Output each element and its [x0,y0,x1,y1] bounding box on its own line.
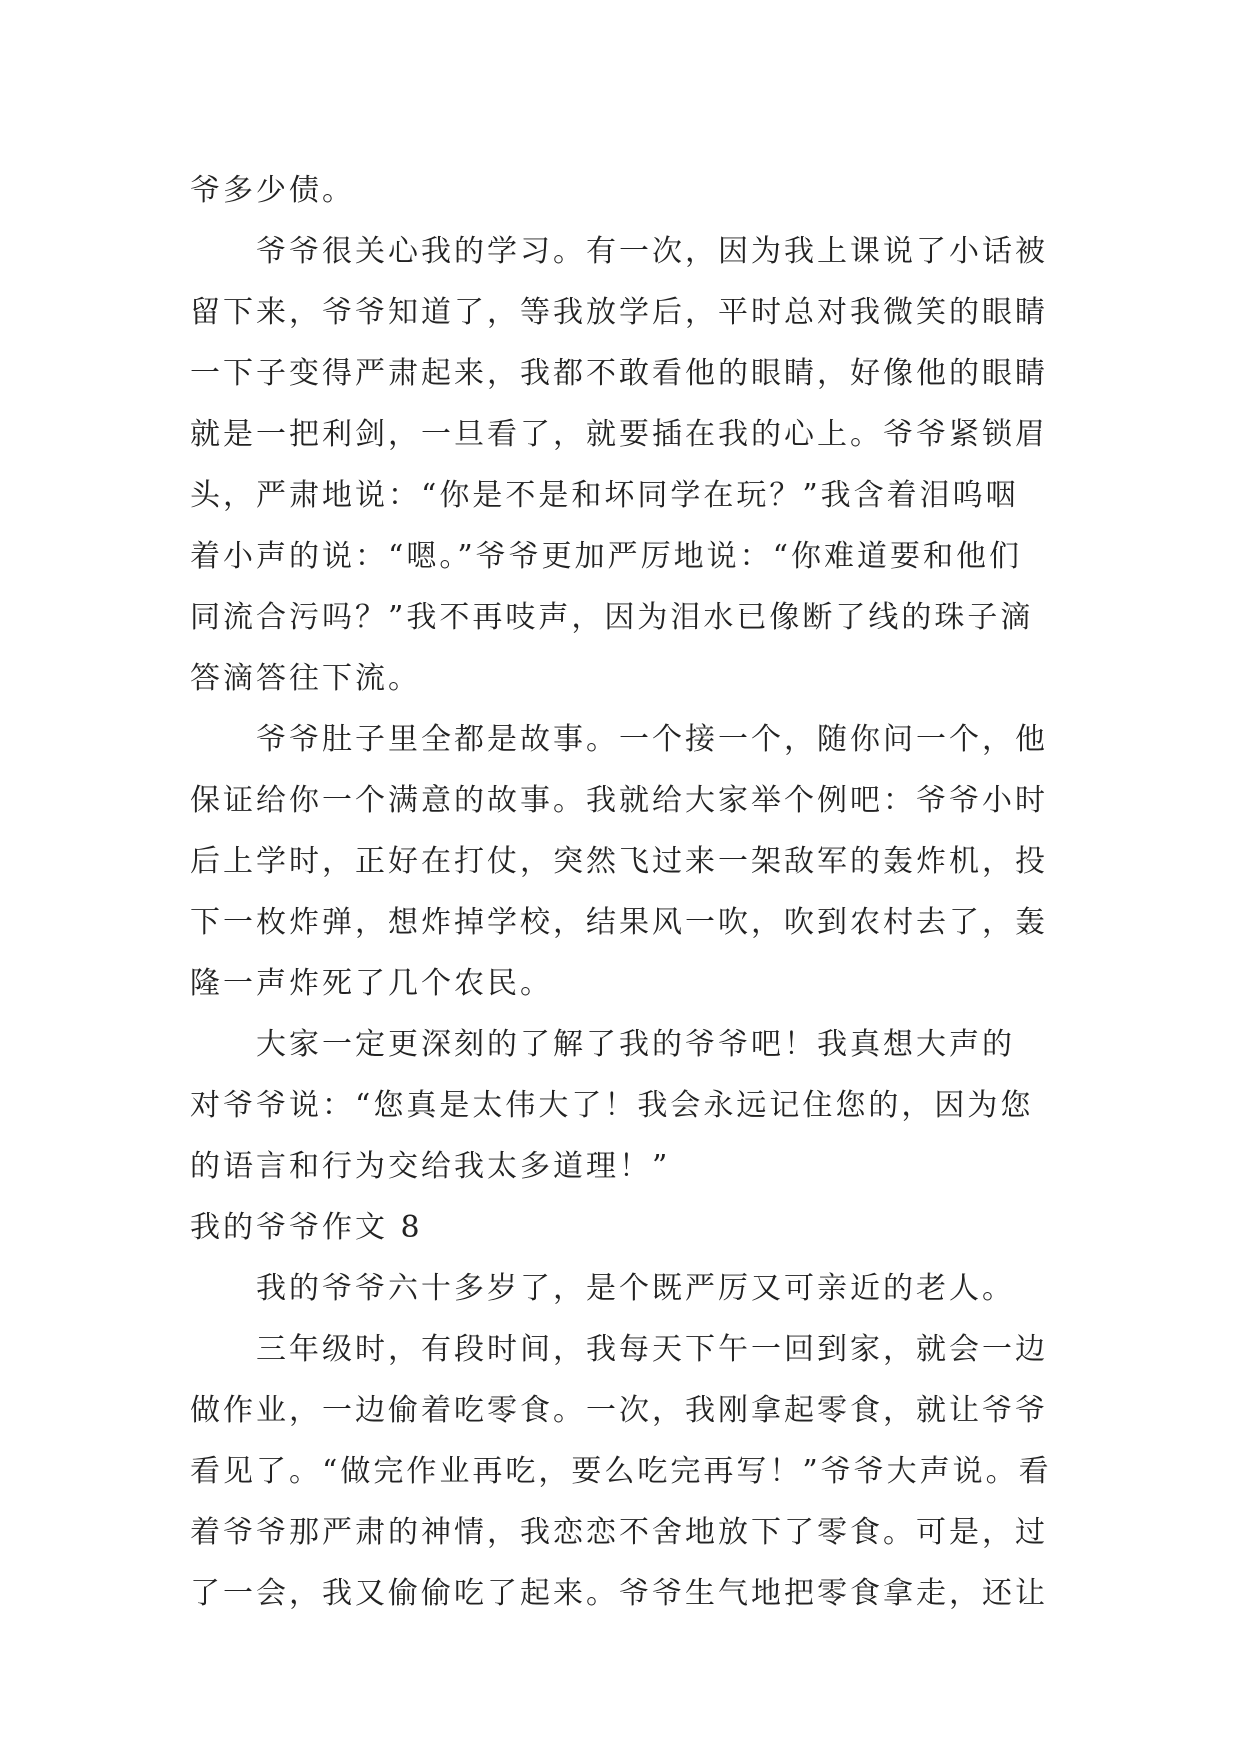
text-line: 留下来，爷爷知道了，等我放学后，平时总对我微笑的眼睛 [190,295,1048,330]
text-line: 了一会，我又偷偷吃了起来。爷爷生气地把零食拿走，还让 [190,1576,1048,1611]
paragraph-start-line: 我的爷爷六十多岁了，是个既严厉又可亲近的老人。 [256,1271,1015,1306]
text-line: 头，严肃地说：“你是不是和坏同学在玩？”我含着泪呜咽 [190,478,1019,513]
text-line: 保证给你一个满意的故事。我就给大家举个例吧：爷爷小时 [190,783,1048,818]
text-line: 一下子变得严肃起来，我都不敢看他的眼睛，好像他的眼睛 [190,356,1048,391]
text-line: 就是一把利剑，一旦看了，就要插在我的心上。爷爷紧锁眉 [190,417,1048,452]
text-line: 爷多少债。 [190,173,355,208]
text-line: 后上学时，正好在打仗，突然飞过来一架敌军的轰炸机，投 [190,844,1048,879]
paragraph-start-line: 爷爷肚子里全都是故事。一个接一个，随你问一个，他 [256,722,1048,757]
text-line: 隆一声炸死了几个农民。 [190,966,553,1001]
text-line: 下一枚炸弹，想炸掉学校，结果风一吹，吹到农村去了，轰 [190,905,1048,940]
paragraph-start-line: 三年级时，有段时间，我每天下午一回到家，就会一边 [256,1332,1048,1367]
text-line: 对爷爷说：“您真是太伟大了！我会永远记住您的，因为您 [190,1088,1034,1123]
text-line: 做作业，一边偷着吃零食。一次，我刚拿起零食，就让爷爷 [190,1393,1048,1428]
text-line: 看见了。“做完作业再吃，要么吃完再写！”爷爷大声说。看 [190,1454,1052,1489]
text-line: 着爷爷那严肃的神情，我恋恋不舍地放下了零食。可是，过 [190,1515,1048,1550]
document-body [190,160,1051,1624]
text-line: 的语言和行为交给我太多道理！” [190,1149,671,1184]
text-line: 着小声的说：“嗯。”爷爷更加严厉地说：“你难道要和他们 [190,539,1023,574]
paragraph-start-line: 爷爷很关心我的学习。有一次，因为我上课说了小话被 [256,234,1048,269]
text-line: 答滴答往下流。 [190,661,421,696]
text-line: 同流合污吗？”我不再吱声，因为泪水已像断了线的珠子滴 [190,600,1034,635]
essay-heading: 我的爷爷作文 8 [190,1210,423,1245]
paragraph-start-line: 大家一定更深刻的了解了我的爷爷吧！我真想大声的 [256,1027,1015,1062]
